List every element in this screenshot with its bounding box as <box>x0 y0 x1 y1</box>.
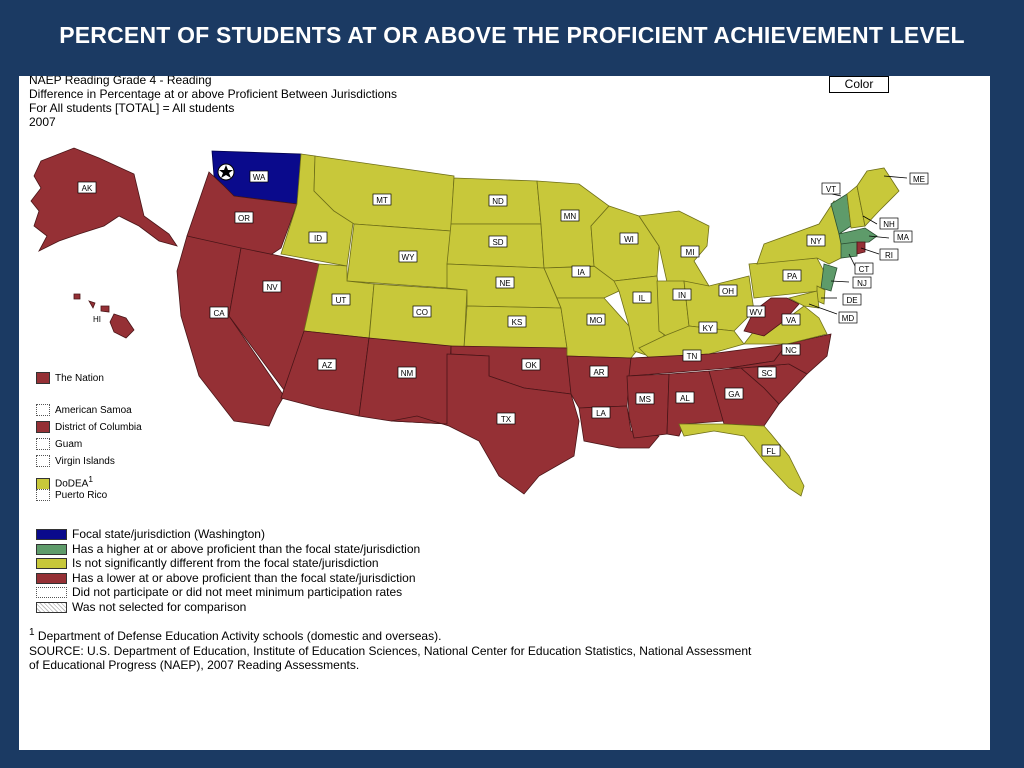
svg-text:TX: TX <box>500 415 512 424</box>
state-label-ne <box>496 277 514 288</box>
state-label-sc <box>758 367 776 378</box>
state-label-mi <box>681 246 699 257</box>
state-label-fl <box>762 445 780 456</box>
svg-text:VT: VT <box>825 185 837 194</box>
svg-text:MO: MO <box>589 316 603 325</box>
svg-text:MN: MN <box>563 212 577 221</box>
state-label-ma <box>894 231 912 242</box>
state-label-nd <box>489 195 507 206</box>
swatch-none <box>36 489 50 501</box>
state-label-ct <box>855 263 873 274</box>
svg-text:AK: AK <box>81 184 93 193</box>
svg-text:ID: ID <box>314 234 322 243</box>
state-label-ms <box>636 393 654 404</box>
svg-text:FL: FL <box>766 447 776 456</box>
state-label-ca <box>210 307 228 318</box>
key-not-selected: Was not selected for comparison <box>36 600 246 614</box>
svg-text:PA: PA <box>786 272 798 281</box>
svg-text:IA: IA <box>577 268 585 277</box>
key-focal: Focal state/jurisdiction (Washington) <box>36 527 265 541</box>
header-year: 2007 <box>29 115 56 129</box>
state-label-in <box>673 289 691 300</box>
state-label-hi <box>88 313 106 324</box>
state-label-co <box>413 306 431 317</box>
svg-text:HI: HI <box>93 315 101 324</box>
svg-text:OR: OR <box>238 214 250 223</box>
svg-text:NV: NV <box>266 283 278 292</box>
legend-item-virgin-islands: Virgin Islands <box>36 455 115 469</box>
legend-item-dc: District of Columbia <box>36 421 142 435</box>
svg-text:IL: IL <box>638 294 646 303</box>
state-label-il <box>633 292 651 303</box>
state-label-nc <box>782 344 800 355</box>
state-label-wv <box>747 306 765 317</box>
state-label-wi <box>620 233 638 244</box>
color-button[interactable]: Color <box>829 76 889 93</box>
state-label-az <box>318 359 336 370</box>
state-label-or <box>235 212 253 223</box>
svg-text:OH: OH <box>722 287 734 296</box>
state-label-nj <box>853 277 871 288</box>
state-label-nm <box>398 367 416 378</box>
svg-text:UT: UT <box>335 296 347 305</box>
svg-text:MA: MA <box>897 233 909 242</box>
state-ak <box>31 148 177 251</box>
svg-text:AZ: AZ <box>321 361 333 370</box>
footnote-dodea: $^1$ Department of Defense Education Activity schools (domestic and overseas). <box>29 627 442 643</box>
swatch-none <box>36 404 50 416</box>
state-label-ny <box>807 235 825 246</box>
swatch-lower <box>36 421 50 433</box>
key-not-different: Is not significantly different from the focal state/jurisdiction <box>36 556 379 570</box>
svg-text:SD: SD <box>492 238 504 247</box>
map-panel <box>19 76 990 750</box>
svg-text:NH: NH <box>883 220 895 229</box>
state-label-pa <box>783 270 801 281</box>
state-label-wy <box>399 251 417 262</box>
source-line-2: of Educational Progress (NAEP), 2007 Reading Assessments. <box>29 658 360 672</box>
state-label-id <box>309 232 327 243</box>
state-label-ga <box>725 388 743 399</box>
svg-text:MD: MD <box>841 314 855 323</box>
state-label-me <box>910 173 928 184</box>
svg-text:ME: ME <box>913 175 925 184</box>
focal-star-icon <box>218 164 234 180</box>
state-label-mn <box>561 210 579 221</box>
svg-text:ND: ND <box>492 197 504 206</box>
state-label-la <box>592 407 610 418</box>
swatch-lower <box>36 573 67 584</box>
header-subject: NAEP Reading Grade 4 - Reading <box>29 76 212 87</box>
svg-text:LA: LA <box>596 409 606 418</box>
svg-text:NE: NE <box>499 279 511 288</box>
svg-text:WI: WI <box>624 235 634 244</box>
source-line-1: SOURCE: U.S. Department of Education, Institute of Education Sciences, National Center for Education Statistics, National Assessment <box>29 643 752 658</box>
legend-item-american-samoa: American Samoa <box>36 404 132 418</box>
state-nj <box>821 264 837 291</box>
legend-item-puerto-rico: Puerto Rico <box>36 489 107 503</box>
state-label-nv <box>263 281 281 292</box>
state-nm <box>359 338 451 424</box>
state-label-ar <box>590 366 608 377</box>
svg-text:SC: SC <box>761 369 773 378</box>
swatch-lower <box>36 372 50 384</box>
header-measure: Difference in Percentage at or above Proficient Between Jurisdictions <box>29 87 397 101</box>
swatch-none <box>36 455 50 467</box>
state-ar <box>567 356 631 408</box>
swatch-not-different <box>36 558 67 569</box>
svg-text:NC: NC <box>785 346 797 355</box>
state-label-vt <box>822 183 840 194</box>
slide-title: PERCENT OF STUDENTS AT OR ABOVE THE PROFICIENT ACHIEVEMENT LEVEL <box>59 22 965 48</box>
svg-text:WY: WY <box>401 253 415 262</box>
state-label-ia <box>572 266 590 277</box>
swatch-none <box>36 587 67 598</box>
state-label-sd <box>489 236 507 247</box>
swatch-none <box>36 438 50 450</box>
svg-text:CO: CO <box>416 308 428 317</box>
state-label-nh <box>880 218 898 229</box>
svg-text:NM: NM <box>400 369 414 378</box>
svg-text:DE: DE <box>846 296 858 305</box>
header-group: For All students [TOTAL] = All students <box>29 101 235 115</box>
svg-text:WA: WA <box>252 173 266 182</box>
us-map <box>19 76 990 516</box>
svg-text:MT: MT <box>376 196 388 205</box>
state-ct <box>841 242 857 258</box>
svg-text:KS: KS <box>511 318 523 327</box>
state-label-ut <box>332 294 350 305</box>
swatch-focal <box>36 529 67 540</box>
svg-text:AL: AL <box>680 394 690 403</box>
state-label-oh <box>719 285 737 296</box>
svg-text:TN: TN <box>686 352 698 361</box>
state-oh <box>684 276 754 331</box>
state-label-ok <box>522 359 540 370</box>
svg-text:AR: AR <box>593 368 605 377</box>
svg-text:MS: MS <box>639 395 651 404</box>
svg-text:CT: CT <box>858 265 870 274</box>
swatch-higher <box>36 544 67 555</box>
state-ms <box>627 374 669 438</box>
state-label-va <box>782 314 800 325</box>
legend-item-nation: The Nation <box>36 372 104 386</box>
state-label-tx <box>497 413 515 424</box>
legend-item-guam: Guam <box>36 438 82 452</box>
svg-text:VA: VA <box>785 316 797 325</box>
state-label-mo <box>587 314 605 325</box>
state-label-tn <box>683 350 701 361</box>
state-label-al <box>676 392 694 403</box>
state-fl <box>679 424 804 496</box>
footnotes <box>29 626 984 673</box>
key-not-participated: Did not participate or did not meet minimum participation rates <box>36 585 402 599</box>
state-label-mt <box>373 194 391 205</box>
key-lower: Has a lower at or above proficient than the focal state/jurisdiction <box>36 571 416 585</box>
svg-text:GA: GA <box>728 390 740 399</box>
state-label-md <box>839 312 857 323</box>
svg-text:NJ: NJ <box>857 279 867 288</box>
swatch-not-different <box>36 478 50 490</box>
svg-text:OK: OK <box>525 361 537 370</box>
svg-text:NY: NY <box>810 237 822 246</box>
legend-item-dodea: DoDEA$^1$ <box>36 472 93 486</box>
state-label-ak <box>78 182 96 193</box>
state-label-ks <box>508 316 526 327</box>
state-label-ky <box>699 322 717 333</box>
state-label-ri <box>880 249 898 260</box>
svg-text:IN: IN <box>678 291 686 300</box>
swatch-unselected <box>36 602 67 613</box>
key-higher: Has a higher at or above proficient than the focal state/jurisdiction <box>36 542 420 556</box>
svg-text:RI: RI <box>885 251 893 260</box>
svg-text:WV: WV <box>749 308 763 317</box>
state-label-de <box>843 294 861 305</box>
state-label-wa <box>250 171 268 182</box>
svg-text:CA: CA <box>213 309 225 318</box>
svg-text:KY: KY <box>702 324 714 333</box>
svg-text:MI: MI <box>685 248 695 257</box>
